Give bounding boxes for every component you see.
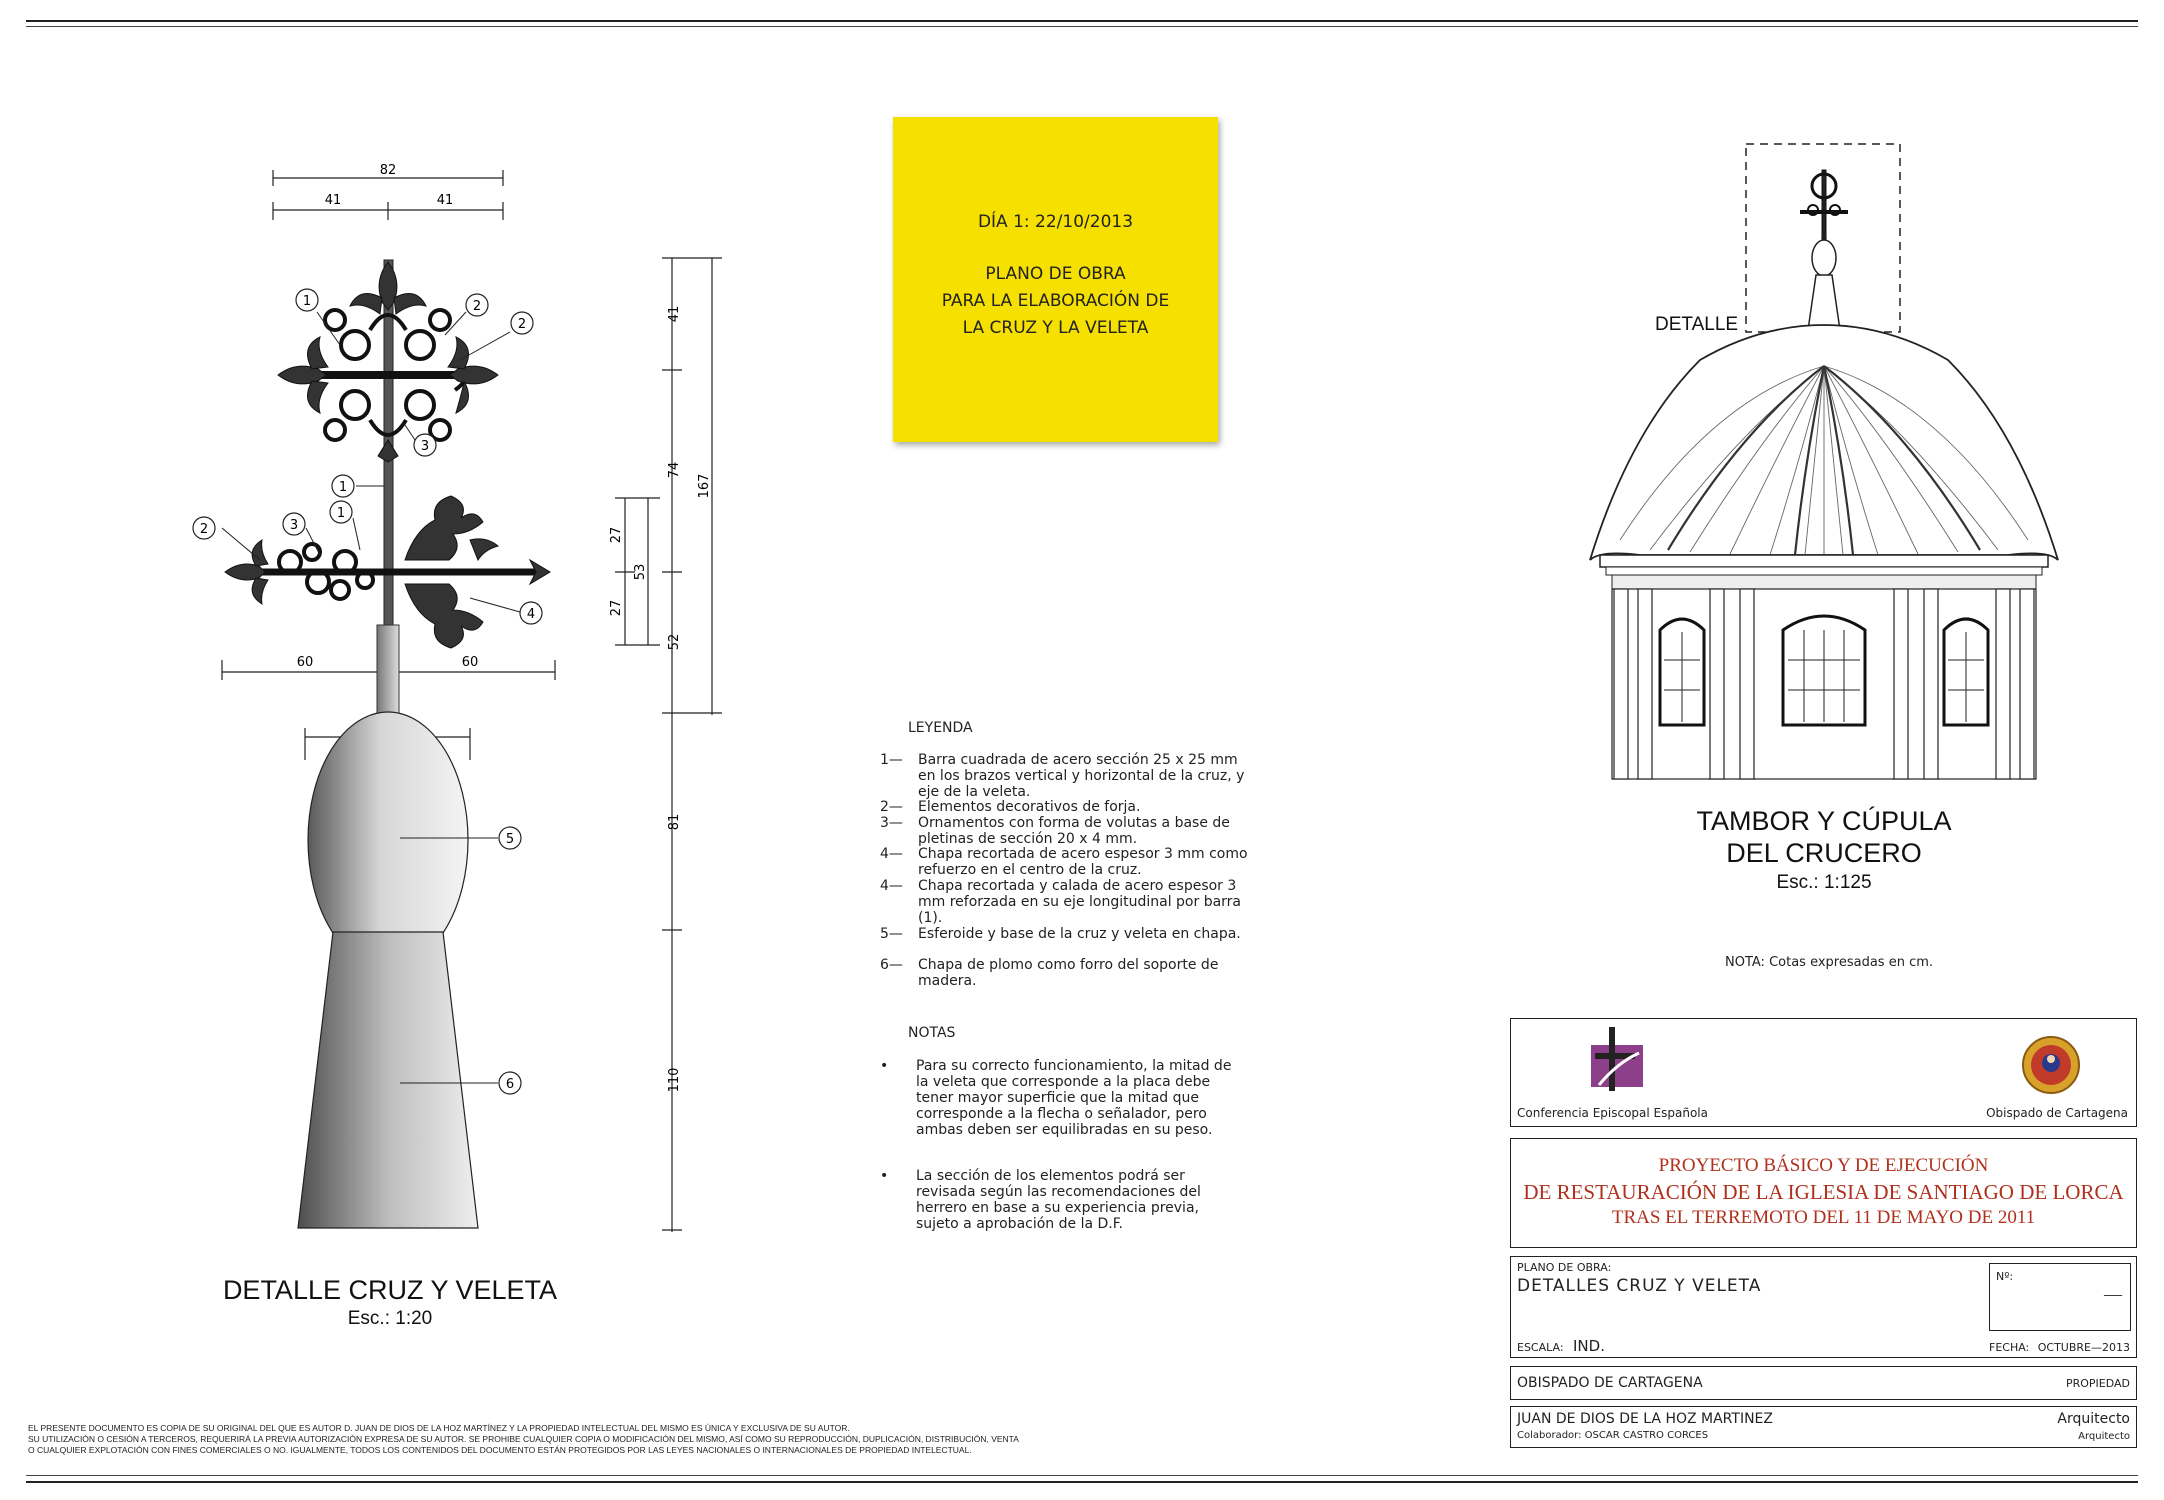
callout-4: 4 bbox=[526, 607, 536, 622]
vane-pole bbox=[377, 625, 399, 715]
callout-5: 5 bbox=[505, 832, 515, 847]
note-bullet: • bbox=[880, 1058, 889, 1074]
bottom-border-line bbox=[26, 1481, 2138, 1483]
callout-1c: 1 bbox=[336, 506, 346, 521]
project-line-1: PROYECTO BÁSICO Y DE EJECUCIÓN bbox=[1658, 1155, 1989, 1176]
note-1 bbox=[878, 1058, 1258, 1158]
architect-name: JUAN DE DIOS DE LA HOZ MARTINEZ bbox=[1517, 1411, 1773, 1427]
legend-item-num: 4— bbox=[880, 878, 903, 894]
disclaimer-line-1: EL PRESENTE DOCUMENTO ES COPIA DE SU ORIGINAL DEL QUE ES AUTOR D. JUAN DE DIOS DE LA HOZ MARTÍNEZ Y LA PROPIEDAD INTELECTUAL DEL MISMO ES ÚNICA Y EXCLUSIVA DE SU AUTOR. bbox=[28, 1423, 850, 1433]
vdim-110: 110 bbox=[667, 1067, 682, 1093]
sticky-line-4: LA CRUZ Y LA VELETA bbox=[962, 318, 1149, 338]
callout-1a: 1 bbox=[302, 294, 312, 309]
callout-3b: 3 bbox=[289, 518, 299, 533]
sticky-line-2: PLANO DE OBRA bbox=[985, 264, 1126, 284]
legend-item-text: Chapa recortada de acero espesor 3 mm como refuerzo en el centro de la cruz. bbox=[918, 846, 1248, 878]
dome-scale: Esc.: 1:125 bbox=[1776, 872, 1872, 893]
legend-item-1 bbox=[880, 752, 1260, 800]
detail-label: DETALLE bbox=[1655, 314, 1739, 335]
legend-item-text: Ornamentos con forma de volutas a base de pletinas de sección 20 x 4 mm. bbox=[918, 815, 1230, 847]
sticky-note bbox=[893, 117, 1218, 442]
vdim-167: 167 bbox=[697, 473, 712, 499]
sticky-date: DÍA 1: 22/10/2013 bbox=[977, 212, 1134, 232]
dim-41-left: 41 bbox=[324, 193, 342, 208]
small-cross bbox=[1800, 170, 1848, 250]
logo-box bbox=[1510, 1018, 2137, 1127]
callout-2a: 2 bbox=[472, 299, 482, 314]
cee-logo-icon bbox=[1581, 1025, 1651, 1095]
project-box bbox=[1510, 1138, 2137, 1248]
legend bbox=[880, 720, 1240, 736]
note-text: Para su correcto funcionamiento, la mitad de la veleta que corresponde a la placa debe tener mayor superficie que la mitad que corresponde a la flecha o señalador, pero ambas deben ser equilibradas en su peso. bbox=[916, 1058, 1232, 1138]
legend-item-text: Chapa recortada y calada de acero espesor 3 mm reforzada en su eje longitudinal por barra (1). bbox=[918, 878, 1242, 926]
vdim-27b: 27 bbox=[609, 599, 624, 617]
legend-title: LEYENDA bbox=[908, 720, 973, 736]
dome-nota: NOTA: Cotas expresadas en cm. bbox=[1725, 955, 1934, 970]
num-box bbox=[1989, 1263, 2131, 1331]
plano-value: DETALLES CRUZ Y VELETA bbox=[1517, 1276, 1762, 1296]
fecha-value: OCTUBRE—2013 bbox=[2037, 1341, 2130, 1354]
sticky-line-3: PARA LA ELABORACIÓN DE bbox=[941, 291, 1170, 311]
legend-item-3 bbox=[880, 815, 1260, 847]
left-drawing-scale: Esc.: 1:20 bbox=[347, 1308, 433, 1329]
dim-82: 82 bbox=[379, 163, 397, 178]
disclaimer-line-2: SU UTILIZACIÓN O CESIÓN A TERCEROS, REQUERIRÁ LA PREVIA AUTORIZACIÓN EXPRESA DE SU AUTOR. SE PROHIBE CUALQUIER COPIA O MODIFICACIÓN DEL MISMO, ASÍ COMO SU REPRODUCCIÓN, DUPLICACIÓN, DISTRIBUCIÓN, VENTA bbox=[28, 1434, 1019, 1444]
callout-1b: 1 bbox=[338, 480, 348, 495]
legend-item-text: Esferoide y base de la cruz y veleta en chapa. bbox=[918, 926, 1241, 942]
logo-right-caption: Obispado de Cartagena bbox=[1986, 1106, 2128, 1120]
dome-title-2: DEL CRUCERO bbox=[1726, 838, 1922, 868]
dome-drawing bbox=[1560, 130, 2120, 790]
vdim-53: 53 bbox=[633, 563, 648, 581]
legend-item-num: 6— bbox=[880, 957, 903, 973]
legend-item-text: Barra cuadrada de acero sección 25 x 25 mm en los brazos vertical y horizontal de la cruz, y eje de la veleta. bbox=[918, 752, 1245, 800]
legend-item-num: 1— bbox=[880, 752, 903, 768]
cone-base bbox=[298, 932, 478, 1228]
vdim-81: 81 bbox=[667, 813, 682, 831]
num-label: Nº: bbox=[1996, 1270, 2014, 1283]
legend-item-6 bbox=[880, 926, 1260, 958]
note-bullet: • bbox=[880, 1168, 889, 1184]
logo-left-caption: Conferencia Episcopal Española bbox=[1517, 1106, 1708, 1120]
dim-41-right: 41 bbox=[436, 193, 454, 208]
disclaimer-line-3: O CUALQUIER EXPLOTACIÓN CON FINES COMERCIALES O NO. IGUALMENTE, TODOS LOS CONTENIDOS DEL DOCUMENTO ESTÁN PROTEGIDOS POR LAS LEYES NACIONALES O INTERNACIONALES DE PROPIEDAD INTELECTUAL. bbox=[28, 1445, 972, 1455]
owner-name: OBISPADO DE CARTAGENA bbox=[1517, 1375, 1703, 1391]
escala-label: ESCALA: bbox=[1517, 1341, 1564, 1354]
vdim-27a: 27 bbox=[609, 526, 624, 544]
legend-item-num: 3— bbox=[880, 815, 903, 831]
project-line-3: TRAS EL TERREMOTO DEL 11 DE MAYO DE 2011 bbox=[1611, 1207, 2036, 1228]
note-2 bbox=[878, 1168, 1258, 1238]
bottom-border-line-inner bbox=[26, 1475, 2138, 1476]
legend-item-2 bbox=[880, 799, 1260, 815]
cross-weathervane-drawing bbox=[0, 0, 760, 1380]
legend-item-5 bbox=[880, 878, 1260, 926]
legend-item-num: 5— bbox=[880, 926, 903, 942]
dim-60-left: 60 bbox=[296, 655, 314, 670]
vdim-41: 41 bbox=[667, 305, 682, 323]
left-drawing-title: DETALLE CRUZ Y VELETA bbox=[222, 1275, 558, 1305]
owner-role: PROPIEDAD bbox=[2065, 1377, 2130, 1390]
legend-item-7 bbox=[880, 957, 1260, 989]
spheroid bbox=[308, 712, 468, 968]
legend-item-text: Elementos decorativos de forja. bbox=[918, 799, 1141, 815]
dim-60-right: 60 bbox=[461, 655, 479, 670]
num-value: ___ bbox=[2104, 1282, 2122, 1296]
footer-disclaimer bbox=[28, 1423, 1188, 1456]
notes-title: NOTAS bbox=[908, 1025, 956, 1041]
project-line-2: DE RESTAURACIÓN DE LA IGLESIA DE SANTIAGO DE LORCA bbox=[1523, 1180, 2124, 1204]
collaborator-role: Arquitecto bbox=[2078, 1431, 2130, 1442]
fecha-label: FECHA: bbox=[1989, 1341, 2030, 1354]
callout-3a: 3 bbox=[420, 439, 430, 454]
callout-6: 6 bbox=[505, 1077, 515, 1092]
dome-title-1: TAMBOR Y CÚPULA bbox=[1696, 806, 1952, 836]
vdim-74: 74 bbox=[667, 461, 682, 479]
escala-value: IND. bbox=[1573, 1337, 1605, 1355]
legend-item-text: Chapa de plomo como forro del soporte de madera. bbox=[918, 957, 1219, 989]
architect-role: Arquitecto bbox=[2057, 1411, 2130, 1427]
collaborator-name: Colaborador: OSCAR CASTRO CORCES bbox=[1517, 1430, 1709, 1441]
legend-item-num: 2— bbox=[880, 799, 903, 815]
plano-label: PLANO DE OBRA: bbox=[1517, 1261, 1612, 1274]
callout-2c: 2 bbox=[199, 522, 209, 537]
callout-2b: 2 bbox=[517, 317, 527, 332]
legend-item-4 bbox=[880, 846, 1260, 878]
plano-box bbox=[1510, 1256, 2137, 1358]
architect-box bbox=[1510, 1406, 2137, 1448]
note-text: La sección de los elementos podrá ser revisada según las recomendaciones del herrero en base a su experiencia previa, sujeto a aprobación de la D.F. bbox=[916, 1168, 1201, 1232]
vdim-52: 52 bbox=[667, 633, 682, 651]
legend-item-num: 4— bbox=[880, 846, 903, 862]
obispado-seal-icon bbox=[2021, 1035, 2081, 1095]
owner-box bbox=[1510, 1366, 2137, 1400]
